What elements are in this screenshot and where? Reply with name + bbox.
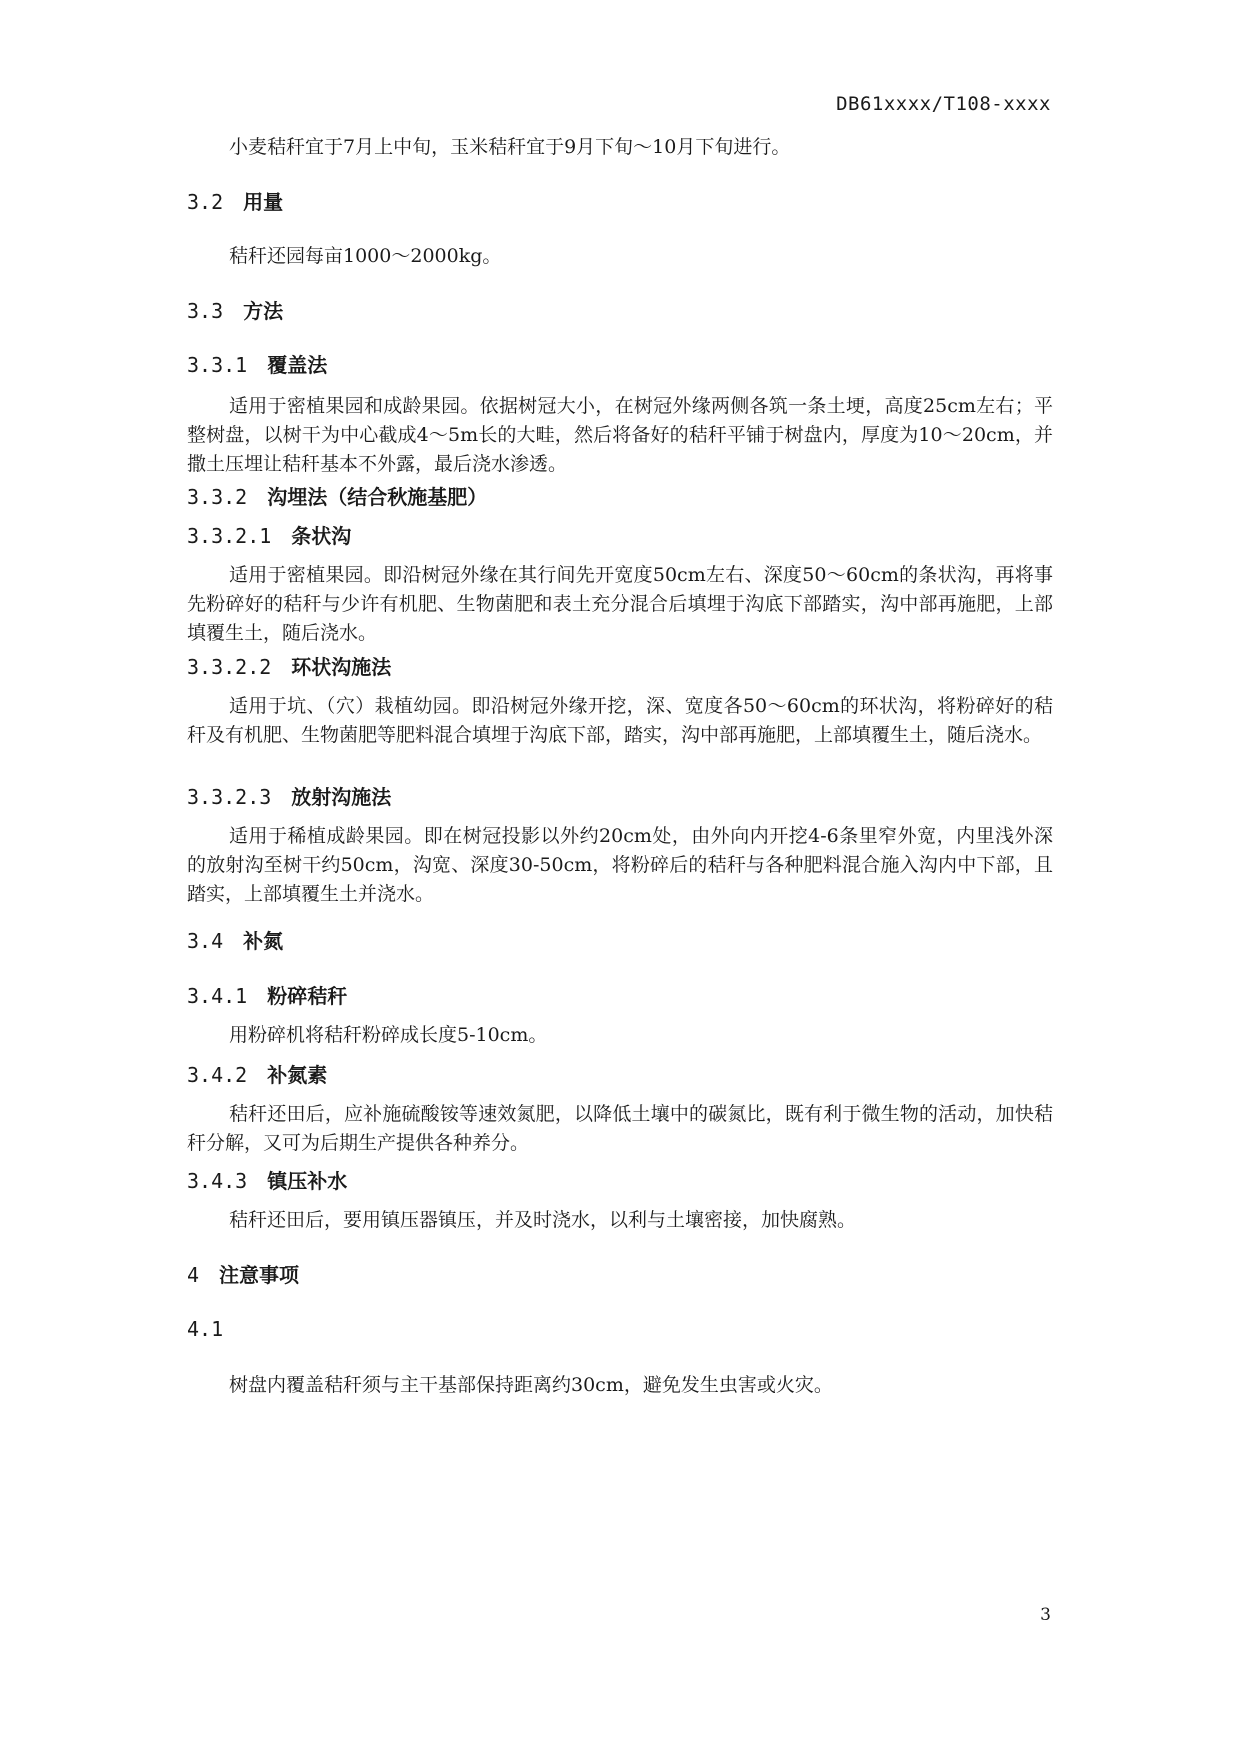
heading-number: 4.1 bbox=[187, 1317, 224, 1341]
heading-title: 沟埋法（结合秋施基肥） bbox=[267, 485, 488, 509]
paragraph-crush-straw: 用粉碎机将秸秆粉碎成长度5-10cm。 bbox=[229, 1024, 548, 1046]
heading-title: 用量 bbox=[243, 190, 284, 214]
document-code: DB61xxxx/T108-xxxx bbox=[836, 93, 1051, 115]
heading-number: 3.3.2.2 bbox=[187, 655, 272, 679]
heading-number: 3.3.1 bbox=[187, 353, 248, 377]
paragraph-nitrogen: 秸秆还田后，应补施硫酸铵等速效氮肥，以降低土壤中的碳氮比，既有利于微生物的活动，加快秸秆分解，又可为后期生产提供各种养分。 bbox=[187, 1103, 1053, 1154]
heading-title: 环状沟施法 bbox=[291, 655, 392, 679]
heading-number: 3.4.3 bbox=[187, 1169, 248, 1193]
heading-title: 放射沟施法 bbox=[291, 785, 392, 809]
paragraph-notice: 树盘内覆盖秸秆须与主干基部保持距离约30cm，避免发生虫害或火灾。 bbox=[229, 1374, 833, 1396]
heading-3-3-2-1 bbox=[187, 523, 1053, 549]
heading-number: 3.2 bbox=[187, 190, 224, 214]
paragraph-strip-trench: 适用于密植果园。即沿树冠外缘在其行间先开宽度50cm左右、深度50～60cm的条状沟，再将事先粉碎好的秸秆与少许有机肥、生物菌肥和表土充分混合后填埋于沟底下部踏实，沟中部再施肥，上部填覆生土，随后浇水。 bbox=[187, 564, 1053, 644]
heading-4-1 bbox=[187, 1316, 1053, 1342]
heading-3-4-2 bbox=[187, 1062, 1053, 1088]
heading-number: 3.3 bbox=[187, 299, 224, 323]
header-rule bbox=[187, 124, 1053, 125]
heading-title: 镇压补水 bbox=[267, 1169, 348, 1193]
paragraph-radial-trench: 适用于稀植成龄果园。即在树冠投影以外约20cm处，由外向内开挖4-6条里窄外宽，内里浅外深的放射沟至树干约50cm，沟宽、深度30-50cm，将粉碎后的秸秆与各种肥料混合施入沟内中下部，且踏实，上部填覆生土并浇水。 bbox=[187, 825, 1053, 905]
heading-title: 覆盖法 bbox=[267, 353, 328, 377]
heading-3-3-1 bbox=[187, 352, 1053, 378]
heading-title: 补氮素 bbox=[267, 1063, 328, 1087]
heading-number: 3.3.2.3 bbox=[187, 785, 272, 809]
paragraph-ring-trench: 适用于坑、（穴）栽植幼园。即沿树冠外缘开挖，深、宽度各50～60cm的环状沟，将粉碎好的秸秆及有机肥、生物菌肥等肥料混合填埋于沟底下部，踏实，沟中部再施肥，上部填覆生土，随后浇水。 bbox=[187, 695, 1053, 746]
heading-number: 3.3.2 bbox=[187, 485, 248, 509]
page-number: 3 bbox=[1040, 1605, 1051, 1625]
heading-4 bbox=[187, 1262, 1053, 1288]
paragraph-cover-method: 适用于密植果园和成龄果园。依据树冠大小，在树冠外缘两侧各筑一条土埂，高度25cm左右；平整树盘，以树干为中心截成4～5m长的大畦，然后将备好的秸秆平铺于树盘内，厚度为10～20cm，并撒土压埋让秸秆基本不外露，最后浇水渗透。 bbox=[187, 395, 1053, 475]
heading-title: 条状沟 bbox=[291, 524, 352, 548]
heading-title: 补氮 bbox=[243, 929, 284, 953]
heading-number: 3.4 bbox=[187, 929, 224, 953]
paragraph-timing: 小麦秸秆宜于7月上中旬，玉米秸秆宜于9月下旬～10月下旬进行。 bbox=[229, 136, 791, 158]
paragraph-press-water: 秸秆还田后，要用镇压器镇压，并及时浇水，以利与土壤密接，加快腐熟。 bbox=[229, 1209, 857, 1231]
heading-3-3-2 bbox=[187, 484, 1053, 510]
heading-3-2 bbox=[187, 189, 1053, 215]
heading-3-4-3 bbox=[187, 1168, 1053, 1194]
paragraph-amount: 秸秆还园每亩1000～2000kg。 bbox=[229, 245, 502, 267]
heading-number: 3.4.1 bbox=[187, 984, 248, 1008]
heading-title: 注意事项 bbox=[219, 1263, 300, 1287]
heading-number: 4 bbox=[187, 1263, 200, 1287]
heading-3-3 bbox=[187, 298, 1053, 324]
heading-title: 粉碎秸秆 bbox=[267, 984, 348, 1008]
heading-3-3-2-3 bbox=[187, 784, 1053, 810]
heading-3-4-1 bbox=[187, 983, 1053, 1009]
heading-3-3-2-2 bbox=[187, 654, 1053, 680]
heading-3-4 bbox=[187, 928, 1053, 954]
heading-number: 3.4.2 bbox=[187, 1063, 248, 1087]
heading-title: 方法 bbox=[243, 299, 284, 323]
heading-number: 3.3.2.1 bbox=[187, 524, 272, 548]
